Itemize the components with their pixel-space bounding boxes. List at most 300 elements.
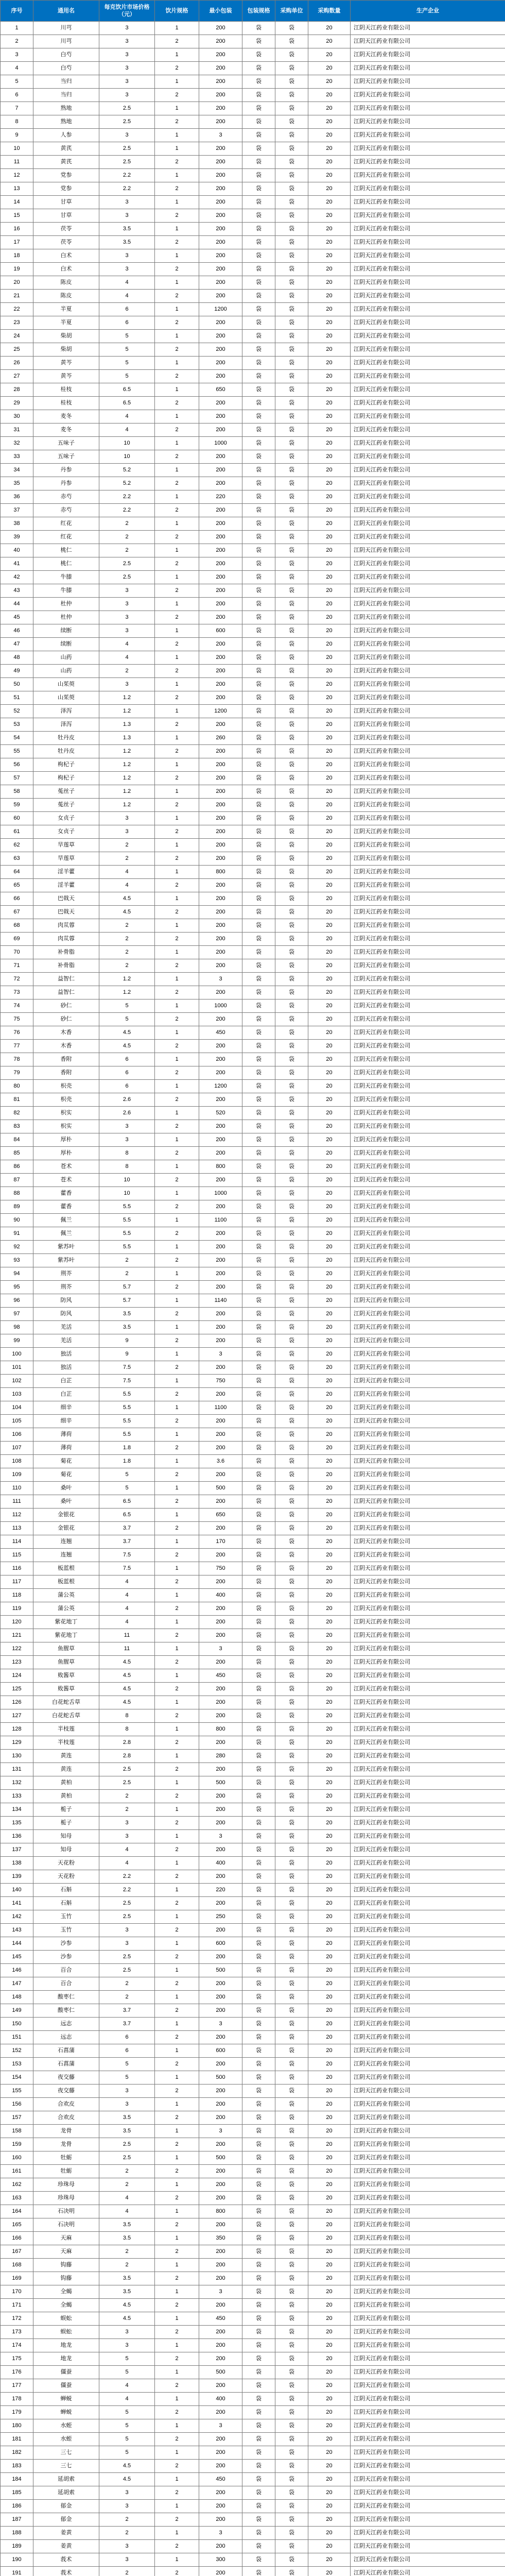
min-pack: 200 [199,1267,242,1281]
pack-spec: 袋 [242,423,275,437]
spec: 1 [155,410,199,423]
row-index: 154 [1,2071,33,2084]
row-index: 129 [1,1736,33,1750]
drug-name: 人参 [33,129,99,142]
unit-price: 2 [99,531,155,544]
drug-name: 独活 [33,1361,99,1375]
min-pack: 200 [199,879,242,892]
min-pack: 200 [199,450,242,464]
spec: 1 [155,812,199,825]
table-row [1,1803,505,1817]
purchase-unit: 袋 [275,2393,308,2406]
purchase-unit: 袋 [275,1964,308,1977]
table-row [1,1857,505,1870]
min-pack: 200 [199,1897,242,1910]
row-index: 88 [1,1187,33,1200]
unit-price: 2 [99,1803,155,1817]
table-row [1,825,505,839]
drug-name: 黄连 [33,1750,99,1763]
min-pack: 200 [199,1790,242,1803]
table-row [1,1401,505,1415]
spec: 2 [155,1683,199,1696]
row-index: 142 [1,1910,33,1924]
purchase-unit: 袋 [275,1026,308,1040]
drug-name: 枳壳 [33,1080,99,1093]
purchase-unit: 袋 [275,48,308,62]
pack-spec: 袋 [242,75,275,89]
drug-name: 苍术 [33,1174,99,1187]
row-index: 174 [1,2339,33,2352]
pack-spec: 袋 [242,102,275,115]
table-row [1,2044,505,2058]
unit-price: 10 [99,450,155,464]
drug-name: 泽泻 [33,705,99,718]
unit-price: 3 [99,678,155,691]
purchase-qty: 20 [308,799,351,812]
manufacturer: 江阴天江药业有限公司 [351,2406,505,2419]
purchase-unit: 袋 [275,772,308,785]
drug-name: 山茱萸 [33,678,99,691]
spec: 2 [155,959,199,973]
purchase-unit: 袋 [275,1522,308,1535]
manufacturer: 江阴天江药业有限公司 [351,1616,505,1629]
pack-spec: 袋 [242,1455,275,1468]
table-row [1,2218,505,2232]
pack-spec: 袋 [242,1107,275,1120]
table-row [1,866,505,879]
manufacturer: 江阴天江药业有限公司 [351,718,505,732]
manufacturer: 江阴天江药业有限公司 [351,1107,505,1120]
drug-name: 黄芪 [33,142,99,156]
purchase-unit: 袋 [275,357,308,370]
spec: 1 [155,1616,199,1629]
spec: 2 [155,1870,199,1884]
unit-price: 3 [99,2500,155,2513]
drug-name: 桂枝 [33,397,99,410]
purchase-unit: 袋 [275,2018,308,2031]
unit-price: 3.7 [99,1535,155,1549]
unit-price: 3 [99,2553,155,2567]
spec: 1 [155,1964,199,1977]
unit-price: 5 [99,2446,155,2460]
table-row [1,2433,505,2446]
row-index: 172 [1,2312,33,2326]
row-index: 165 [1,2218,33,2232]
unit-price: 3.5 [99,1321,155,1334]
pack-spec: 袋 [242,2058,275,2071]
drug-name: 黄芩 [33,370,99,383]
manufacturer: 江阴天江药业有限公司 [351,906,505,919]
min-pack: 200 [199,557,242,571]
unit-price: 6 [99,303,155,316]
purchase-qty: 20 [308,584,351,598]
drug-name: 栀子 [33,1817,99,1830]
min-pack: 200 [199,2192,242,2205]
manufacturer: 江阴天江药业有限公司 [351,999,505,1013]
pack-spec: 袋 [242,2352,275,2366]
manufacturer: 江阴天江药业有限公司 [351,2326,505,2339]
purchase-unit: 袋 [275,1013,308,1026]
drug-name: 牡蛎 [33,2151,99,2165]
pack-spec: 袋 [242,370,275,383]
table-row [1,2245,505,2259]
row-index: 34 [1,464,33,477]
purchase-qty: 20 [308,866,351,879]
purchase-qty: 20 [308,2259,351,2272]
min-pack: 200 [199,276,242,290]
purchase-unit: 袋 [275,1254,308,1267]
manufacturer: 江阴天江药业有限公司 [351,1334,505,1348]
pack-spec: 袋 [242,691,275,705]
purchase-qty: 20 [308,2084,351,2098]
spec: 1 [155,22,199,35]
drug-name: 细辛 [33,1401,99,1415]
manufacturer: 江阴天江药业有限公司 [351,102,505,115]
manufacturer: 江阴天江药业有限公司 [351,1656,505,1669]
col-name-header: 通用名 [33,1,99,22]
manufacturer: 江阴天江药业有限公司 [351,1723,505,1736]
unit-price: 1.3 [99,718,155,732]
pack-spec: 袋 [242,1870,275,1884]
table-row [1,423,505,437]
unit-price: 3.5 [99,2111,155,2125]
min-pack: 200 [199,75,242,89]
pack-spec: 袋 [242,2259,275,2272]
min-pack: 200 [199,1200,242,1214]
pack-spec: 袋 [242,477,275,490]
row-index: 104 [1,1401,33,1415]
manufacturer: 江阴天江药业有限公司 [351,2567,505,2576]
min-pack: 200 [199,397,242,410]
row-index: 167 [1,2245,33,2259]
unit-price: 1.2 [99,772,155,785]
row-index: 12 [1,169,33,182]
manufacturer: 江阴天江药业有限公司 [351,772,505,785]
purchase-qty: 20 [308,2218,351,2232]
table-row [1,1589,505,1602]
min-pack: 1100 [199,1214,242,1227]
table-row [1,1415,505,1428]
min-pack: 200 [199,89,242,102]
min-pack: 200 [199,2111,242,2125]
drug-name: 败酱草 [33,1669,99,1683]
drug-name: 藿香 [33,1200,99,1214]
purchase-qty: 20 [308,1281,351,1294]
unit-price: 3 [99,22,155,35]
spec: 2 [155,531,199,544]
manufacturer: 江阴天江药业有限公司 [351,196,505,209]
unit-price: 4 [99,1843,155,1857]
min-pack: 200 [199,799,242,812]
min-pack: 3 [199,1642,242,1656]
drug-name: 麦冬 [33,410,99,423]
min-pack: 200 [199,839,242,852]
drug-name: 香附 [33,1066,99,1080]
pack-spec: 袋 [242,999,275,1013]
purchase-qty: 20 [308,1080,351,1093]
pack-spec: 袋 [242,1616,275,1629]
purchase-qty: 20 [308,1723,351,1736]
manufacturer: 江阴天江药业有限公司 [351,142,505,156]
purchase-unit: 袋 [275,343,308,357]
purchase-qty: 20 [308,839,351,852]
purchase-qty: 20 [308,611,351,624]
row-index: 102 [1,1375,33,1388]
purchase-unit: 袋 [275,2527,308,2540]
manufacturer: 江阴天江药业有限公司 [351,1482,505,1495]
table-row [1,22,505,35]
pack-spec: 袋 [242,1642,275,1656]
purchase-unit: 袋 [275,1535,308,1549]
purchase-unit: 袋 [275,223,308,236]
manufacturer: 江阴天江药业有限公司 [351,263,505,276]
min-pack: 400 [199,1589,242,1602]
min-pack: 200 [199,584,242,598]
pack-spec: 袋 [242,1602,275,1616]
manufacturer: 江阴天江药业有限公司 [351,665,505,678]
purchase-qty: 20 [308,732,351,745]
drug-name: 山茱萸 [33,691,99,705]
spec: 2 [155,2352,199,2366]
row-index: 108 [1,1455,33,1468]
unit-price: 2.8 [99,1736,155,1750]
pack-spec: 袋 [242,1977,275,1991]
row-index: 30 [1,410,33,423]
drug-name: 石决明 [33,2205,99,2218]
spec: 2 [155,2513,199,2527]
spec: 2 [155,1924,199,1937]
unit-price: 5 [99,1468,155,1482]
unit-price: 4.5 [99,906,155,919]
min-pack: 200 [199,1227,242,1241]
purchase-unit: 袋 [275,1415,308,1428]
manufacturer: 江阴天江药业有限公司 [351,2098,505,2111]
drug-name: 紫花地丁 [33,1629,99,1642]
purchase-unit: 袋 [275,892,308,906]
purchase-qty: 20 [308,638,351,651]
drug-name: 枳实 [33,1107,99,1120]
drug-name: 续断 [33,638,99,651]
min-pack: 3 [199,2527,242,2540]
table-row [1,1642,505,1656]
min-pack: 500 [199,2071,242,2084]
min-pack: 200 [199,1696,242,1709]
manufacturer: 江阴天江药业有限公司 [351,1013,505,1026]
pack-spec: 袋 [242,303,275,316]
pack-spec: 袋 [242,1120,275,1133]
spec: 1 [155,48,199,62]
drug-name: 肉苁蓉 [33,933,99,946]
manufacturer: 江阴天江药业有限公司 [351,2446,505,2460]
spec: 2 [155,1093,199,1107]
purchase-qty: 20 [308,557,351,571]
pack-spec: 袋 [242,410,275,423]
drug-name: 玉竹 [33,1910,99,1924]
row-index: 179 [1,2406,33,2419]
unit-price: 3 [99,2098,155,2111]
unit-price: 10 [99,1187,155,1200]
unit-price: 1.2 [99,973,155,986]
purchase-qty: 20 [308,357,351,370]
manufacturer: 江阴天江药业有限公司 [351,343,505,357]
purchase-qty: 20 [308,2446,351,2460]
manufacturer: 江阴天江药业有限公司 [351,2232,505,2245]
drug-name: 续断 [33,624,99,638]
row-index: 51 [1,691,33,705]
min-pack: 220 [199,1884,242,1897]
pack-spec: 袋 [242,1361,275,1375]
pack-spec: 袋 [242,383,275,397]
pack-spec: 袋 [242,2031,275,2044]
spec: 2 [155,1977,199,1991]
row-index: 79 [1,1066,33,1080]
row-index: 185 [1,2486,33,2500]
purchase-qty: 20 [308,437,351,450]
pack-spec: 袋 [242,1321,275,1334]
drug-name: 蜈蚣 [33,2326,99,2339]
min-pack: 200 [199,906,242,919]
purchase-unit: 袋 [275,544,308,557]
min-pack: 200 [199,2259,242,2272]
table-row [1,973,505,986]
drug-name: 郁金 [33,2500,99,2513]
manufacturer: 江阴天江药业有限公司 [351,651,505,665]
spec: 2 [155,1656,199,1669]
purchase-unit: 袋 [275,2192,308,2205]
unit-price: 1.2 [99,705,155,718]
unit-price: 2.2 [99,1870,155,1884]
row-index: 32 [1,437,33,450]
unit-price: 4.5 [99,2299,155,2312]
table-row [1,2299,505,2312]
table-row [1,1575,505,1589]
purchase-unit: 袋 [275,35,308,48]
purchase-unit: 袋 [275,1575,308,1589]
pack-spec: 袋 [242,1468,275,1482]
pack-spec: 袋 [242,1937,275,1951]
purchase-qty: 20 [308,89,351,102]
min-pack: 200 [199,1977,242,1991]
purchase-unit: 袋 [275,169,308,182]
drug-name: 枸杞子 [33,772,99,785]
drug-name: 白芷 [33,1375,99,1388]
table-row [1,504,505,517]
pack-spec: 袋 [242,1776,275,1790]
pack-spec: 袋 [242,2218,275,2232]
pack-spec: 袋 [242,450,275,464]
purchase-unit: 袋 [275,1174,308,1187]
drug-name: 木香 [33,1040,99,1053]
spec: 2 [155,2111,199,2125]
unit-price: 5.5 [99,1214,155,1227]
purchase-unit: 袋 [275,102,308,115]
pack-spec: 袋 [242,1133,275,1147]
purchase-unit: 袋 [275,1750,308,1763]
min-pack: 200 [199,423,242,437]
min-pack: 200 [199,959,242,973]
drug-name: 天花粉 [33,1857,99,1870]
spec: 1 [155,437,199,450]
manufacturer: 江阴天江药业有限公司 [351,2285,505,2299]
drug-name: 厚朴 [33,1147,99,1160]
manufacturer: 江阴天江药业有限公司 [351,2540,505,2553]
purchase-qty: 20 [308,2031,351,2044]
purchase-qty: 20 [308,691,351,705]
spec: 1 [155,2527,199,2540]
row-index: 147 [1,1977,33,1991]
row-index: 101 [1,1361,33,1375]
manufacturer: 江阴天江药业有限公司 [351,1709,505,1723]
row-index: 47 [1,638,33,651]
purchase-unit: 袋 [275,1361,308,1375]
purchase-qty: 20 [308,2419,351,2433]
manufacturer: 江阴天江药业有限公司 [351,1308,505,1321]
spec: 2 [155,638,199,651]
purchase-unit: 袋 [275,236,308,249]
manufacturer: 江阴天江药业有限公司 [351,919,505,933]
row-index: 82 [1,1107,33,1120]
unit-price: 2 [99,2567,155,2576]
spec: 2 [155,1174,199,1187]
table-row [1,129,505,142]
pack-spec: 袋 [242,1522,275,1535]
drug-name: 天麻 [33,2245,99,2259]
pack-spec: 袋 [242,357,275,370]
table-row [1,1013,505,1026]
purchase-qty: 20 [308,156,351,169]
purchase-qty: 20 [308,2500,351,2513]
unit-price: 2 [99,517,155,531]
row-index: 15 [1,209,33,223]
purchase-unit: 袋 [275,22,308,35]
pack-spec: 袋 [242,2178,275,2192]
purchase-unit: 袋 [275,1763,308,1776]
row-index: 18 [1,249,33,263]
manufacturer: 江阴天江药业有限公司 [351,2259,505,2272]
pack-spec: 袋 [242,2245,275,2259]
unit-price: 2 [99,933,155,946]
pack-spec: 袋 [242,571,275,584]
drug-name: 远志 [33,2031,99,2044]
unit-price: 6 [99,2031,155,2044]
drug-name: 巴戟天 [33,906,99,919]
pack-spec: 袋 [242,1629,275,1642]
purchase-qty: 20 [308,2285,351,2299]
purchase-qty: 20 [308,1776,351,1790]
purchase-qty: 20 [308,182,351,196]
pack-spec: 袋 [242,1884,275,1897]
unit-price: 4 [99,638,155,651]
spec: 1 [155,1509,199,1522]
row-index: 150 [1,2018,33,2031]
row-index: 86 [1,1160,33,1174]
unit-price: 2.5 [99,2138,155,2151]
min-pack: 350 [199,2232,242,2245]
row-index: 58 [1,785,33,799]
row-index: 148 [1,1991,33,2004]
unit-price: 2.5 [99,1910,155,1924]
manufacturer: 江阴天江药业有限公司 [351,1160,505,1174]
spec: 2 [155,1388,199,1401]
purchase-unit: 袋 [275,2058,308,2071]
purchase-unit: 袋 [275,1133,308,1147]
pack-spec: 袋 [242,544,275,557]
spec: 2 [155,1334,199,1348]
spec: 2 [155,1040,199,1053]
min-pack: 800 [199,1160,242,1174]
col-maker-header: 生产企业 [351,1,505,22]
pack-spec: 袋 [242,2513,275,2527]
